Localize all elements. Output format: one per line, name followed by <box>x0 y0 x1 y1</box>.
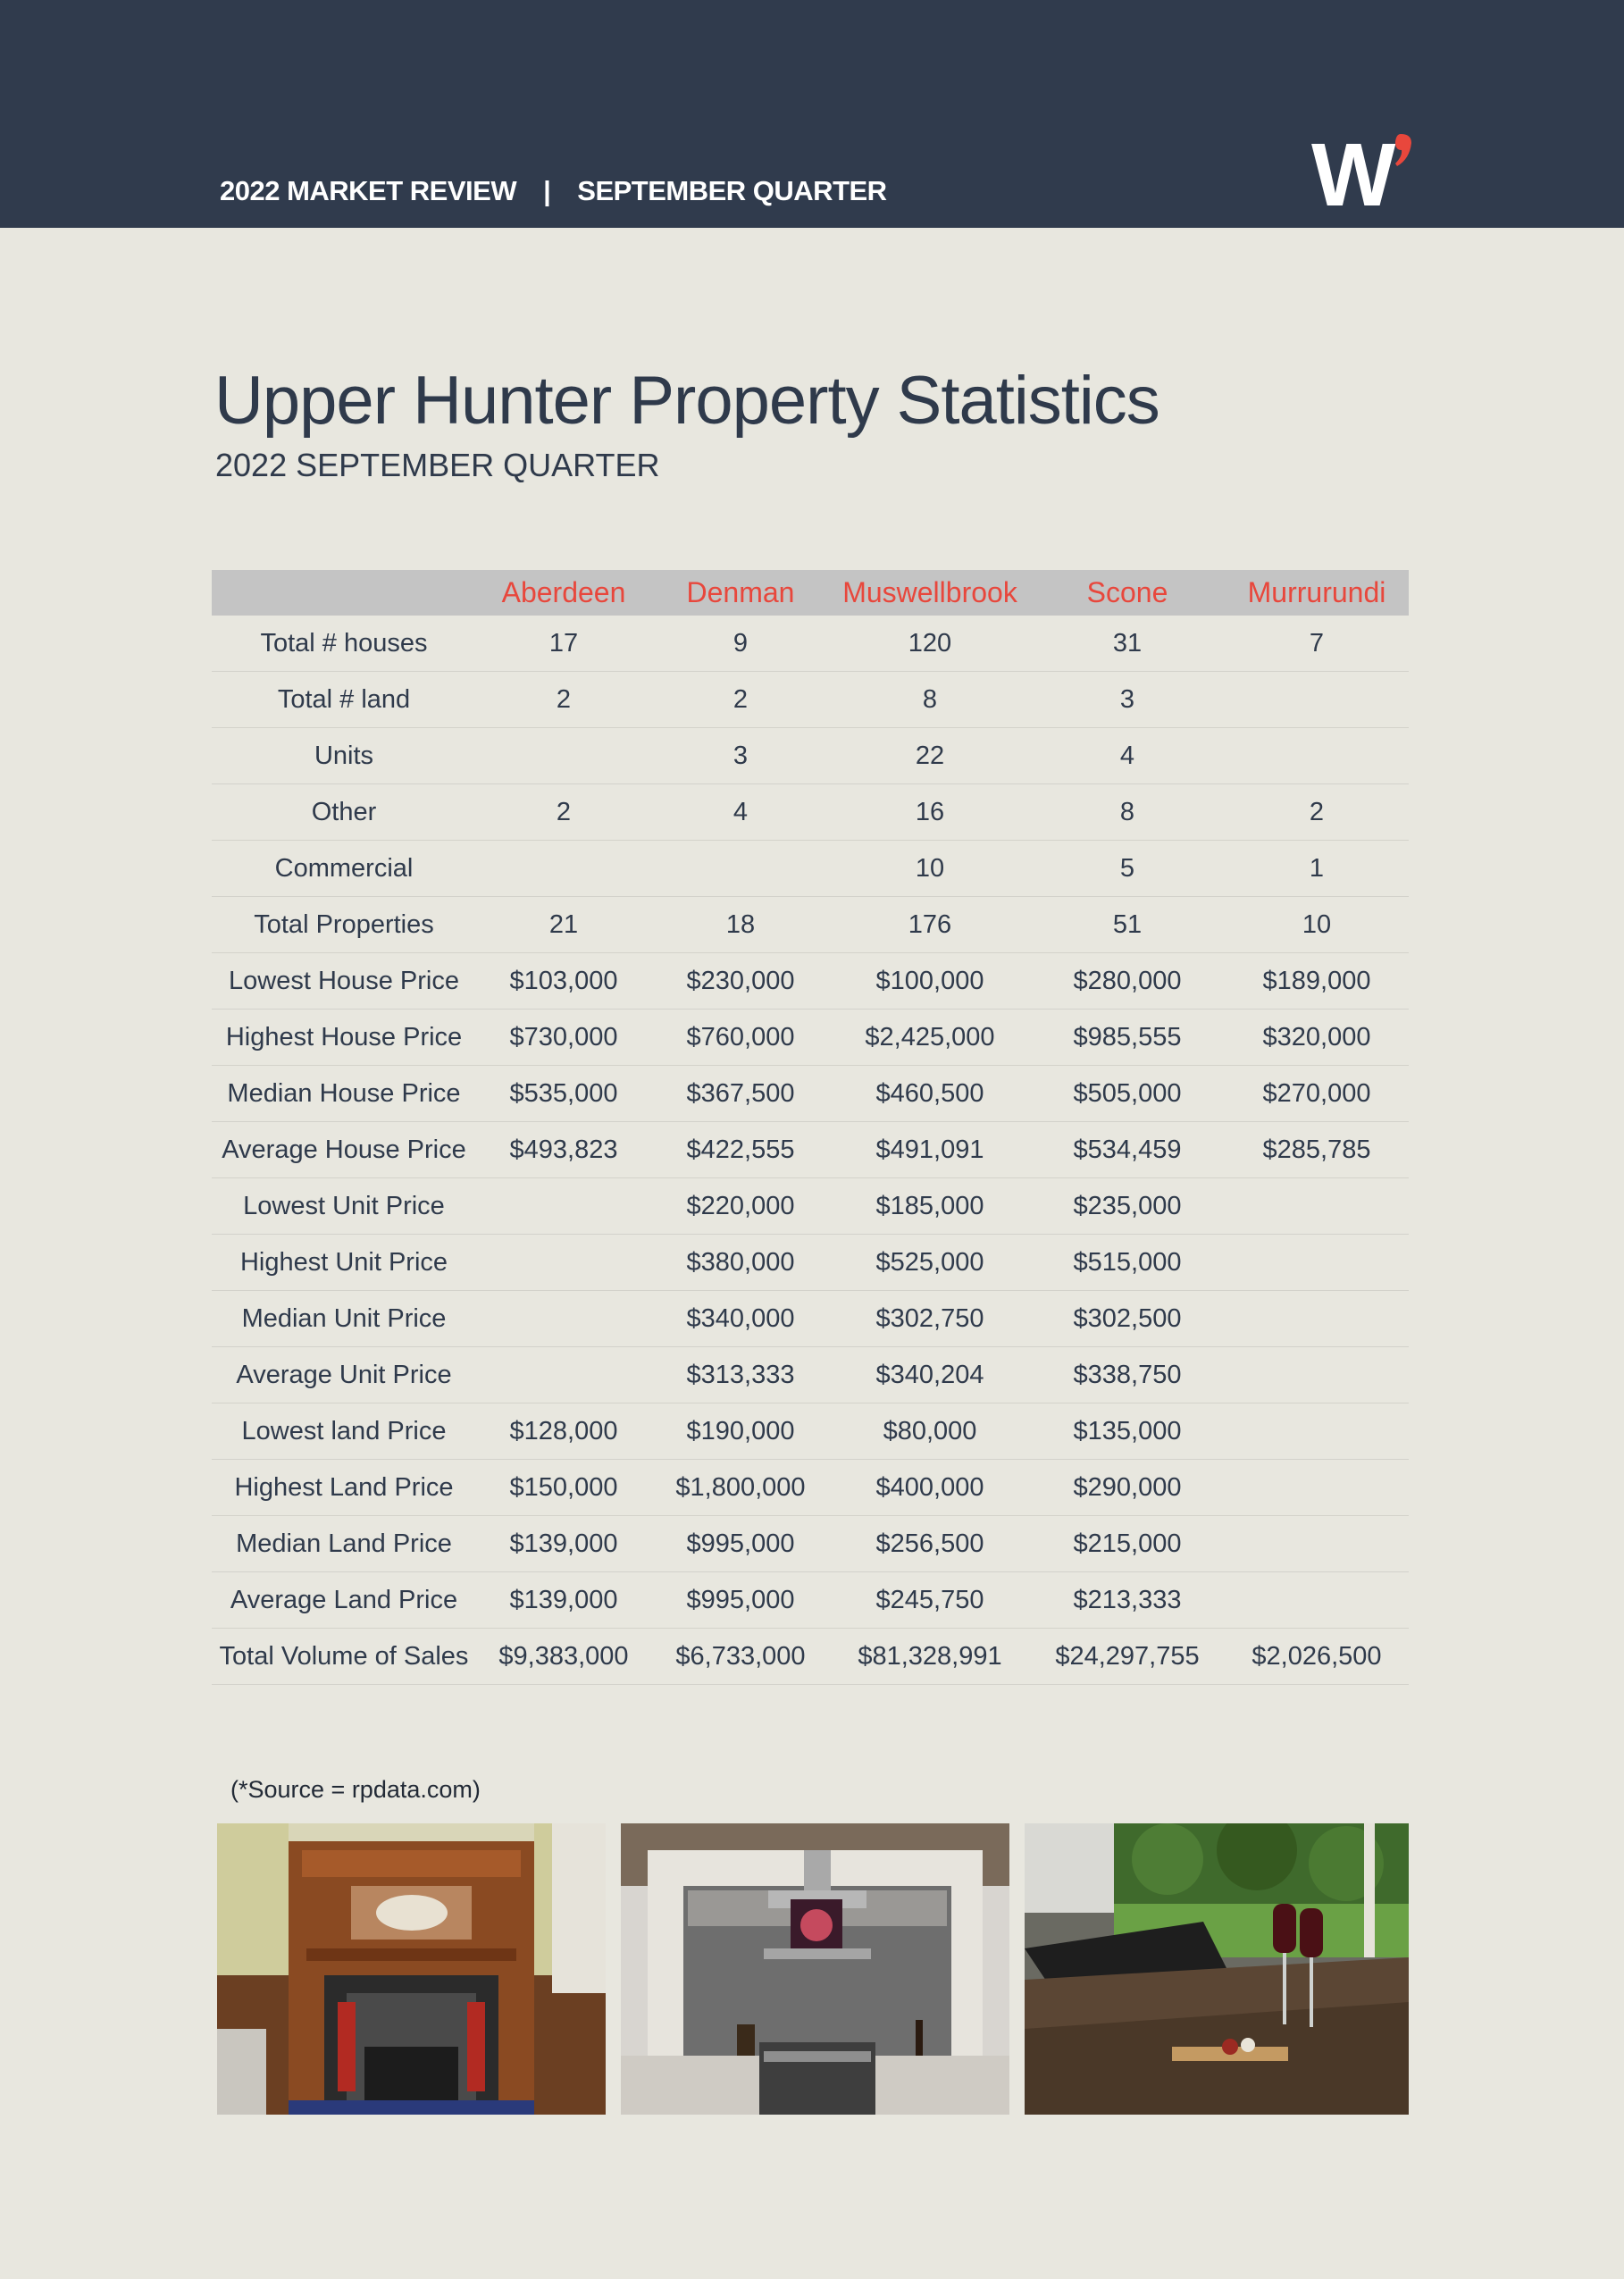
outdoor-dining-photo <box>1025 1823 1409 2115</box>
cell-denman: 4 <box>651 784 830 841</box>
cell-muswellbrook: $400,000 <box>830 1460 1030 1516</box>
row-label: Median House Price <box>212 1066 476 1122</box>
cell-aberdeen: 2 <box>476 672 651 728</box>
market-review-heading <box>220 175 887 207</box>
cell-denman: $422,555 <box>651 1122 830 1178</box>
cell-denman: $313,333 <box>651 1347 830 1403</box>
cell-denman: 18 <box>651 897 830 953</box>
cell-murrurundi <box>1225 1347 1409 1403</box>
table-row <box>212 784 1409 841</box>
cell-murrurundi: 7 <box>1225 616 1409 672</box>
row-label: Lowest House Price <box>212 953 476 1010</box>
cell-aberdeen <box>476 841 651 897</box>
row-label: Units <box>212 728 476 784</box>
top-banner <box>0 0 1624 228</box>
row-label: Highest House Price <box>212 1010 476 1066</box>
cell-murrurundi <box>1225 1235 1409 1291</box>
cell-muswellbrook: 16 <box>830 784 1030 841</box>
page-title: Upper Hunter Property Statistics <box>214 363 1159 439</box>
row-label: Median Unit Price <box>212 1291 476 1347</box>
cell-murrurundi: $2,026,500 <box>1225 1629 1409 1685</box>
table-row <box>212 1122 1409 1178</box>
cell-murrurundi <box>1225 1460 1409 1516</box>
cell-denman: 3 <box>651 728 830 784</box>
row-label: Average Land Price <box>212 1572 476 1629</box>
cell-aberdeen <box>476 728 651 784</box>
cell-scone: $985,555 <box>1030 1010 1225 1066</box>
table-row <box>212 1235 1409 1291</box>
cell-muswellbrook: $245,750 <box>830 1572 1030 1629</box>
cell-scone: 31 <box>1030 616 1225 672</box>
cell-muswellbrook: $525,000 <box>830 1235 1030 1291</box>
table-row <box>212 1347 1409 1403</box>
property-statistics-table <box>212 570 1409 1685</box>
table-row <box>212 1403 1409 1460</box>
table-row <box>212 1066 1409 1122</box>
cell-muswellbrook: 10 <box>830 841 1030 897</box>
cell-scone: $213,333 <box>1030 1572 1225 1629</box>
cell-scone: $280,000 <box>1030 953 1225 1010</box>
cell-denman: $995,000 <box>651 1516 830 1572</box>
row-label: Total Volume of Sales <box>212 1629 476 1685</box>
cell-muswellbrook: $80,000 <box>830 1403 1030 1460</box>
cell-muswellbrook: $491,091 <box>830 1122 1030 1178</box>
cell-muswellbrook: $256,500 <box>830 1516 1030 1572</box>
table-row <box>212 672 1409 728</box>
row-label: Other <box>212 784 476 841</box>
cell-scone: 5 <box>1030 841 1225 897</box>
cell-aberdeen <box>476 1291 651 1347</box>
cell-murrurundi: $320,000 <box>1225 1010 1409 1066</box>
table-row <box>212 841 1409 897</box>
column-header-blank <box>212 570 476 616</box>
cell-denman: $6,733,000 <box>651 1629 830 1685</box>
cell-denman: 2 <box>651 672 830 728</box>
cell-aberdeen: 2 <box>476 784 651 841</box>
brand-logo <box>1311 132 1417 209</box>
cell-denman: 9 <box>651 616 830 672</box>
cell-denman: $230,000 <box>651 953 830 1010</box>
row-label: Median Land Price <box>212 1516 476 1572</box>
row-label: Average House Price <box>212 1122 476 1178</box>
cell-murrurundi: 10 <box>1225 897 1409 953</box>
cell-aberdeen <box>476 1347 651 1403</box>
row-label: Total # land <box>212 672 476 728</box>
cell-scone: $290,000 <box>1030 1460 1225 1516</box>
column-header-aberdeen: Aberdeen <box>476 570 651 616</box>
cell-scone: 4 <box>1030 728 1225 784</box>
cell-murrurundi <box>1225 728 1409 784</box>
cell-muswellbrook: $185,000 <box>830 1178 1030 1235</box>
cell-scone: $302,500 <box>1030 1291 1225 1347</box>
column-header-scone: Scone <box>1030 570 1225 616</box>
table-row <box>212 1010 1409 1066</box>
cell-muswellbrook: $100,000 <box>830 953 1030 1010</box>
cell-murrurundi <box>1225 1572 1409 1629</box>
cell-aberdeen: $128,000 <box>476 1403 651 1460</box>
cell-aberdeen: $493,823 <box>476 1122 651 1178</box>
cell-denman: $340,000 <box>651 1291 830 1347</box>
column-header-muswellbrook: Muswellbrook <box>830 570 1030 616</box>
row-label: Highest Land Price <box>212 1460 476 1516</box>
cell-murrurundi <box>1225 1516 1409 1572</box>
cell-denman: $760,000 <box>651 1010 830 1066</box>
cell-murrurundi: 1 <box>1225 841 1409 897</box>
cell-scone: $338,750 <box>1030 1347 1225 1403</box>
cell-aberdeen: $535,000 <box>476 1066 651 1122</box>
cell-denman <box>651 841 830 897</box>
cell-aberdeen: 21 <box>476 897 651 953</box>
cell-scone: 8 <box>1030 784 1225 841</box>
column-header-denman: Denman <box>651 570 830 616</box>
cell-denman: $1,800,000 <box>651 1460 830 1516</box>
cell-denman: $367,500 <box>651 1066 830 1122</box>
cell-scone: $24,297,755 <box>1030 1629 1225 1685</box>
cell-aberdeen <box>476 1178 651 1235</box>
review-label: 2022 MARKET REVIEW <box>220 175 517 206</box>
cell-aberdeen: $9,383,000 <box>476 1629 651 1685</box>
cell-murrurundi <box>1225 1291 1409 1347</box>
cell-aberdeen: $139,000 <box>476 1572 651 1629</box>
cell-denman: $380,000 <box>651 1235 830 1291</box>
table-header-row <box>212 570 1409 616</box>
row-label: Average Unit Price <box>212 1347 476 1403</box>
page-subtitle: 2022 SEPTEMBER QUARTER <box>215 447 660 483</box>
cell-murrurundi: $189,000 <box>1225 953 1409 1010</box>
cell-denman: $995,000 <box>651 1572 830 1629</box>
cell-scone: 51 <box>1030 897 1225 953</box>
cell-aberdeen: $730,000 <box>476 1010 651 1066</box>
column-header-murrurundi: Murrurundi <box>1225 570 1409 616</box>
cell-scone: $235,000 <box>1030 1178 1225 1235</box>
cell-denman: $220,000 <box>651 1178 830 1235</box>
cell-murrurundi <box>1225 672 1409 728</box>
cell-muswellbrook: 22 <box>830 728 1030 784</box>
row-label: Total Properties <box>212 897 476 953</box>
cell-murrurundi <box>1225 1403 1409 1460</box>
table-row <box>212 1178 1409 1235</box>
logo-letter: W <box>1311 132 1389 209</box>
source-note: (*Source = rpdata.com) <box>230 1776 481 1803</box>
row-label: Highest Unit Price <box>212 1235 476 1291</box>
cell-muswellbrook: $340,204 <box>830 1347 1030 1403</box>
cell-aberdeen: $139,000 <box>476 1516 651 1572</box>
row-label: Lowest land Price <box>212 1403 476 1460</box>
cell-murrurundi: $270,000 <box>1225 1066 1409 1122</box>
heading-separator: | <box>543 175 551 206</box>
table-row <box>212 953 1409 1010</box>
cell-scone: $135,000 <box>1030 1403 1225 1460</box>
cell-scone: $505,000 <box>1030 1066 1225 1122</box>
cell-murrurundi: 2 <box>1225 784 1409 841</box>
fireplace-photo <box>217 1823 606 2115</box>
table-row <box>212 1516 1409 1572</box>
table-row <box>212 1291 1409 1347</box>
row-label: Commercial <box>212 841 476 897</box>
quarter-label: SEPTEMBER QUARTER <box>577 175 887 206</box>
cell-aberdeen: 17 <box>476 616 651 672</box>
cell-muswellbrook: $81,328,991 <box>830 1629 1030 1685</box>
table-row <box>212 897 1409 953</box>
table-row <box>212 728 1409 784</box>
cell-scone: $515,000 <box>1030 1235 1225 1291</box>
cell-aberdeen <box>476 1235 651 1291</box>
table-row <box>212 1572 1409 1629</box>
cell-murrurundi: $285,785 <box>1225 1122 1409 1178</box>
cell-muswellbrook: $2,425,000 <box>830 1010 1030 1066</box>
logo-apostrophe <box>1395 134 1411 166</box>
row-label: Lowest Unit Price <box>212 1178 476 1235</box>
table-row <box>212 1629 1409 1685</box>
row-label: Total # houses <box>212 616 476 672</box>
cell-muswellbrook: $302,750 <box>830 1291 1030 1347</box>
cell-scone: $534,459 <box>1030 1122 1225 1178</box>
cell-muswellbrook: 176 <box>830 897 1030 953</box>
cell-aberdeen: $103,000 <box>476 953 651 1010</box>
cell-muswellbrook: 120 <box>830 616 1030 672</box>
cell-muswellbrook: $460,500 <box>830 1066 1030 1122</box>
cell-scone: $215,000 <box>1030 1516 1225 1572</box>
cell-murrurundi <box>1225 1178 1409 1235</box>
cell-scone: 3 <box>1030 672 1225 728</box>
cell-aberdeen: $150,000 <box>476 1460 651 1516</box>
cell-denman: $190,000 <box>651 1403 830 1460</box>
table-row <box>212 1460 1409 1516</box>
kitchen-photo <box>621 1823 1009 2115</box>
table-row <box>212 616 1409 672</box>
cell-muswellbrook: 8 <box>830 672 1030 728</box>
